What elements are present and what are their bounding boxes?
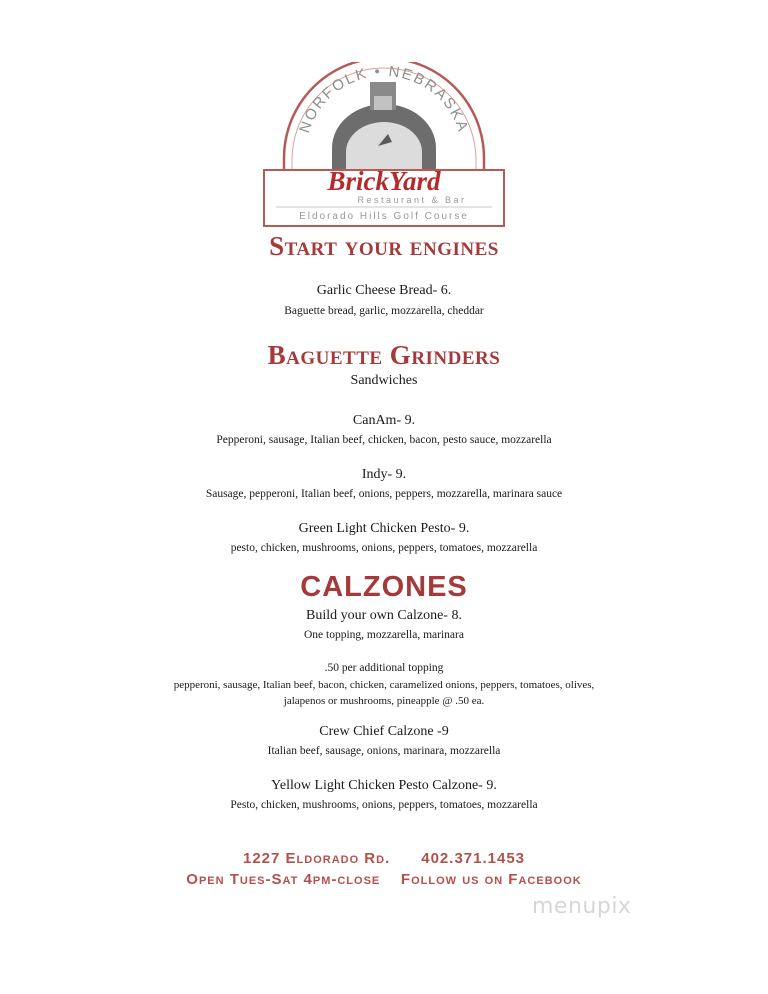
- item-desc: Pesto, chicken, mushrooms, onions, peppers, tomatoes, mozzarella: [230, 799, 538, 811]
- topping-list-line-1: pepperoni, sausage, Italian beef, bacon, chicken, caramelized onions, peppers, tomatoes, olives,: [173, 679, 595, 691]
- footer-hours-social: Open Tues-Sat 4pm-close Follow us on Facebook: [186, 871, 582, 888]
- brickyard-logo: [262, 62, 506, 228]
- item-green-light-chicken-pesto: Green Light Chicken Pesto- 9.: [298, 521, 470, 536]
- footer-address-phone: 1227 Eldorado Rd. 402.371.1453: [242, 850, 526, 867]
- item-garlic-cheese-bread: Garlic Cheese Bread- 6.: [316, 283, 452, 298]
- item-yellow-light-chicken-pesto-calzone: Yellow Light Chicken Pesto Calzone- 9.: [271, 778, 497, 793]
- item-desc: Sausage, pepperoni, Italian beef, onions, peppers, mozzarella, marinara sauce: [205, 488, 563, 500]
- item-build-your-own-calzone: Build your own Calzone- 8.: [306, 608, 462, 623]
- item-desc: Baguette bread, garlic, mozzarella, cheddar: [284, 305, 484, 317]
- topping-list-line-2: jalapenos or mushrooms, pineapple @ .50 ea.: [283, 695, 485, 707]
- extra-topping-price: .50 per additional topping: [324, 662, 444, 674]
- section-heading-start: Start your engines: [269, 231, 499, 261]
- item-crew-chief-calzone: Crew Chief Calzone -9: [319, 724, 449, 739]
- item-canam: CanAm- 9.: [352, 413, 416, 428]
- logo-location: Eldorado Hills Golf Course: [299, 211, 469, 222]
- item-indy: Indy- 9.: [361, 467, 407, 482]
- logo-subtitle: Restaurant & Bar: [357, 195, 467, 205]
- logo-arc-text: NORFOLK • NEBRASKA: [296, 62, 472, 136]
- item-desc: pesto, chicken, mushrooms, onions, peppers, tomatoes, mozzarella: [230, 542, 538, 554]
- section-subtitle: Sandwiches: [350, 373, 418, 388]
- logo-name: BrickYard: [327, 166, 441, 196]
- menupix-watermark: menupix: [532, 894, 632, 919]
- item-desc: Italian beef, sausage, onions, marinara, mozzarella: [267, 745, 501, 757]
- item-desc: Pepperoni, sausage, Italian beef, chicken, bacon, pesto sauce, mozzarella: [216, 434, 552, 446]
- section-heading-calzones: CALZONES: [300, 571, 468, 603]
- section-heading-grinders: Baguette Grinders: [267, 340, 501, 370]
- item-desc: One topping, mozzarella, marinara: [304, 629, 464, 641]
